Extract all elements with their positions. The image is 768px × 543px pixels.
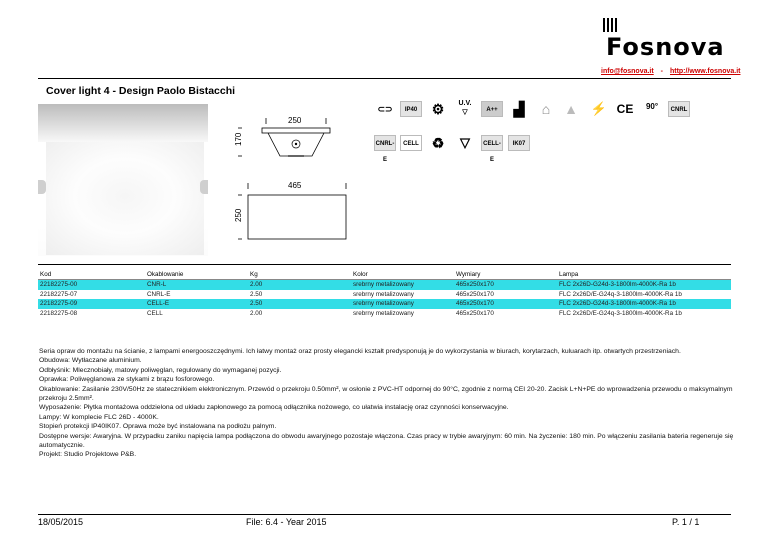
uv-icon: U.V. ▽ (458, 100, 472, 116)
ik07-icon: IK07 (508, 135, 530, 151)
cell-e-icon: CELL-E (481, 135, 503, 151)
cell-icon: CELL (400, 135, 422, 151)
cell-okablowanie: CELL-E (145, 299, 248, 309)
cell-lampa: FLC 2x26D/E-G24q-3-1800lm-4000K-Ra 1b (559, 309, 682, 317)
cable-icon: ⚡ (590, 101, 608, 116)
rotation-90-icon: 90° (645, 102, 659, 111)
cell-wymiary: 465x250x170 (454, 280, 557, 290)
col-okablowanie: Okablowanie (145, 269, 248, 280)
description-line: Stopień protekcji IP40IK07. Oprawa może być instalowana na podłożu palnym. (39, 423, 277, 431)
stairs-icon: ▟ (513, 101, 525, 117)
product-table (38, 269, 731, 318)
header-rule (38, 78, 731, 79)
ip40-icon: IP40 (400, 101, 422, 117)
technical-drawing (228, 108, 360, 248)
description-line: Odbłyśnik: Mlecznobiały, matowy poliwęglan, regulowany do wymaganej pozycji. (39, 366, 282, 374)
email-link[interactable]: info@fosnova.it (601, 68, 654, 75)
lamp-diffuser (46, 142, 204, 255)
cell-kg: 2.50 (248, 299, 351, 309)
dim-top-width: 465 (288, 181, 302, 190)
table-row (38, 299, 731, 309)
footer-file: File: 6.4 - Year 2015 (246, 517, 327, 527)
cell-kg: 2.00 (248, 280, 351, 290)
cell-okablowanie: CELL (147, 309, 163, 317)
footer-rule (38, 514, 731, 515)
table-row (38, 309, 731, 319)
table-row (38, 290, 731, 300)
description-line: Okablowanie: Zasilanie 230V/50Hz ze statecznikiem elektronicznym. Przewód o przekroju 0.50mm², w osłonie z PVC-HT odpornej do 90°C, zgodnie z normą CEI 20-20. Zacisk L+N+PE do wprowadzenia przewodu o maksymalnym przekroju 2.5mm². (39, 385, 733, 403)
triangle-icon: ▲ (564, 101, 578, 117)
cell-wymiary: 465x250x170 (454, 299, 557, 309)
cell-okablowanie: CNR-L (145, 280, 248, 290)
col-lampa: Lampa (557, 269, 731, 280)
logo-mark-icon (603, 18, 625, 32)
col-kg: Kg (248, 269, 351, 280)
description-line: Oprawka: Poliwęglanowa ze stykami z brązu fosforowego. (39, 376, 215, 384)
col-kod: Kod (38, 269, 145, 280)
description-line: Seria opraw do montażu na ścianie, z lampami energooszczędnymi. Ich łatwy montaż oraz prosty elegancki kształt predysponują je do wykorzystania w biurach, korytarzach, kuluarach itp. otwartych przestrzeniach. (39, 348, 681, 355)
cell-okablowanie: CNRL-E (147, 290, 171, 298)
cell-lampa: FLC 2x26D-G24d-3-1800lm-4000K-Ra 1b (557, 299, 731, 309)
dim-front-height: 170 (234, 132, 243, 146)
description-line: Lampy: W komplecie FLC 26D - 4000K. (39, 413, 159, 421)
description-line: Dostępne wersje: Awaryjna. W przypadku zaniku napięcia lampa podłączona do obwodu awaryjnego pozostaje włączona. Czas pracy w trybie awaryjnym: 60 min. Na życzenie: 180 min. Po włączeniu zasilania bateria regeneruje się automatycznie. (39, 432, 734, 450)
brand-logo: Fosnova (606, 33, 725, 61)
cell-kg: 2.50 (250, 290, 263, 298)
cell-wymiary: 465x250x170 (456, 290, 494, 298)
cell-kod: 22182275-07 (40, 290, 78, 298)
table-row (38, 280, 731, 290)
photo-top-shadow (38, 104, 208, 142)
energy-class-icon: A++ (481, 101, 503, 117)
cell-kolor: srebrny metalizowany (351, 299, 454, 309)
description-line: Obudowa: Wytłaczane aluminium. (39, 357, 142, 365)
cell-wymiary: 465x250x170 (456, 309, 494, 317)
dim-top-depth: 250 (234, 208, 243, 222)
cell-kod: 22182275-08 (40, 309, 78, 317)
cell-kod: 22182275-09 (38, 299, 145, 309)
footer-page: P. 1 / 1 (672, 517, 700, 527)
lamp-icon: ⊂⊃ (377, 104, 393, 114)
website-link[interactable]: http://www.fosnova.it (669, 68, 741, 75)
cell-kolor: srebrny metalizowany (353, 309, 414, 317)
cell-kg: 2.00 (250, 309, 263, 317)
lamp-side-cap-right (200, 180, 208, 194)
description-line: Projekt: Studio Projektowe P&B. (39, 451, 137, 459)
ce-mark-icon: CE (616, 102, 634, 116)
cell-kolor: srebrny metalizowany (351, 280, 454, 290)
table-header-row (38, 269, 731, 280)
uv-label: U.V. (458, 100, 472, 107)
house-icon: ⌂ (541, 101, 551, 117)
no-bulb-icon: ⚙ (431, 101, 445, 117)
product-title: Cover light 4 - Design Paolo Bistacchi (46, 85, 236, 97)
footer-date: 18/05/2015 (38, 517, 84, 527)
cnrl-icon: CNRL (668, 101, 690, 117)
table-top-rule (38, 264, 731, 265)
cell-kod: 22182275-00 (38, 280, 145, 290)
dim-front-width: 250 (288, 116, 302, 125)
product-description (39, 347, 734, 460)
recycle-icon: ♻ (431, 135, 445, 151)
cell-kolor: srebrny metalizowany (353, 290, 414, 298)
lamp-side-cap-left (38, 180, 46, 194)
description-line: Wyposażenie: Płytka montażowa oddzielona od układu zapłonowego za pomocą odłącznika nożowego, co ułatwia instalację oraz czynności konserwacyjne. (39, 404, 509, 412)
contact-separator: - (660, 68, 664, 75)
col-kolor: Kolor (351, 269, 454, 280)
cnrl-e-icon: CNRL-E (374, 135, 396, 151)
col-wymiary: Wymiary (454, 269, 557, 280)
cell-lampa: FLC 2x26D/E-G24q-3-1800lm-4000K-Ra 1b (559, 290, 682, 298)
flammable-surface-icon: ▽ (460, 135, 470, 150)
cell-lampa: FLC 2x26D-G24d-3-1800lm-4000K-Ra 1b (557, 280, 731, 290)
contact-line (601, 68, 740, 75)
